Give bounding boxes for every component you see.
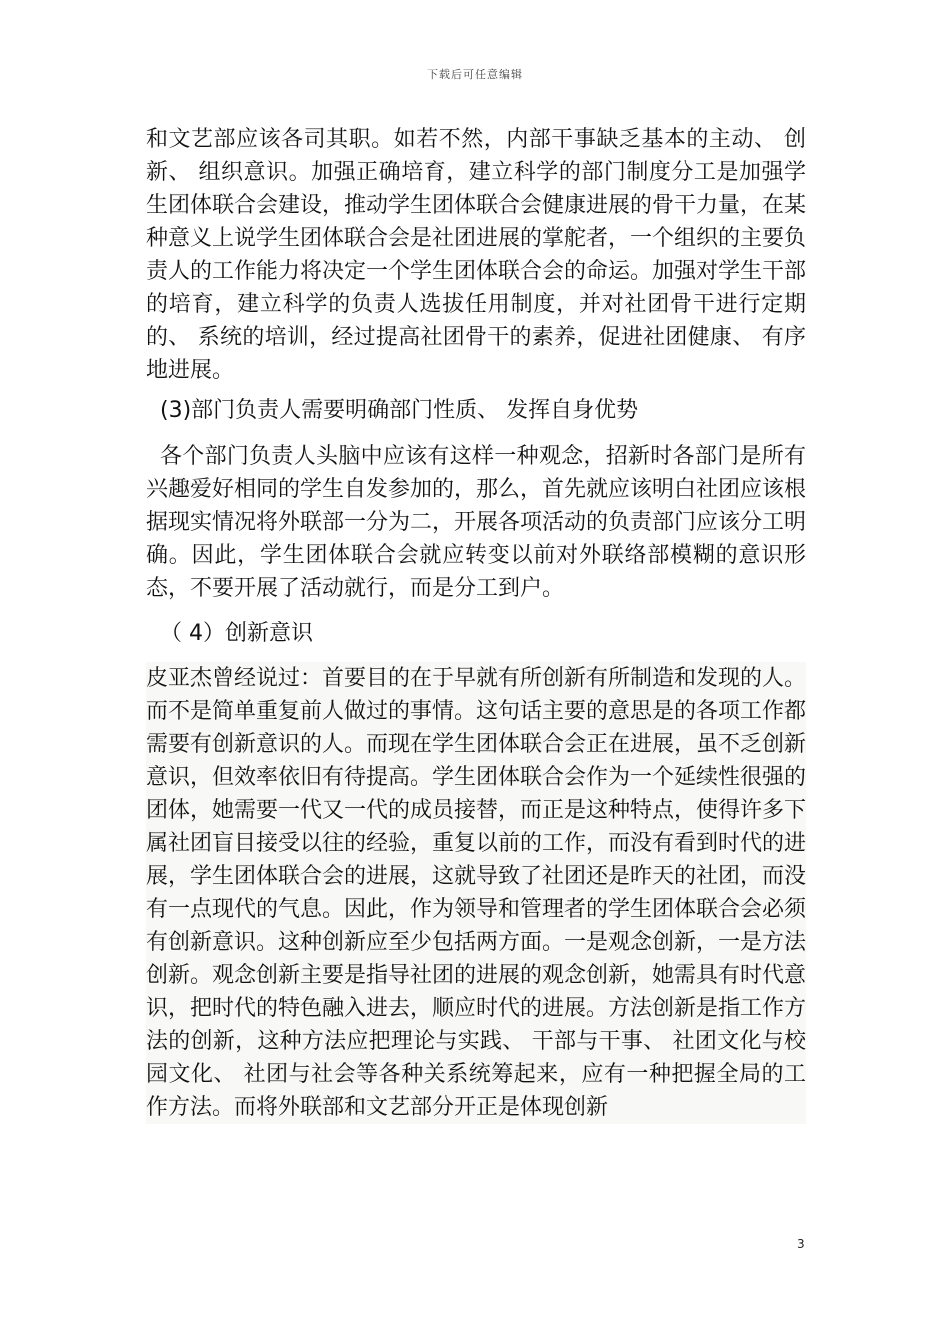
body-paragraph-1: 和文艺部应该各司其职。如若不然，内部干事缺乏基本的主动、 创新、 组织意识。加强正确培育，建立科学的部门制度分工是加强学生团体联合会建设，推动学生团体联合会健康进展的骨干力量，在某种意义上说学生团体联合会是社团进展的掌舵者，一个组织的主要负责人的工作能力将决定一个学生团体联合会的命运。加强对学生干部的培育，建立科学的负责人选拔任用制度，并对社团骨干进行定期的、 系统的培训，经过提高社团骨干的素养，促进社团健康、 有序地进展。 <box>146 127 807 383</box>
page-number: 3 <box>797 1237 805 1251</box>
body-paragraph-2: 各个部门负责人头脑中应该有这样一种观念，招新时各部门是所有兴趣爱好相同的学生自发参加的，那么，首先就应该明白社团应该根据现实情况将外联部一分为二，开展各项活动的负责部门应该分工明确。因此，学生团体联合会就应转变以前对外联络部模糊的意识形态，不要开展了活动就行，而是分工到户。 <box>146 444 807 601</box>
body-paragraph-3: 皮亚杰曾经说过：首要目的在于早就有所创新有所制造和发现的人。而不是简单重复前人做过的事情。这句话主要的意思是的各项工作都需要有创新意识的人。而现在学生团体联合会正在进展，虽不乏创新意识，但效率依旧有待提高。学生团体联合会作为一个延续性很强的团体，她需要一代又一代的成员接替，而正是这种特点，使得许多下属社团盲目接受以往的经验，重复以前的工作，而没有看到时代的进展，学生团体联合会的进展，这就导致了社团还是昨天的社团，而没有一点现代的气息。因此，作为领导和管理者的学生团体联合会必须有创新意识。这种创新应至少包括两方面。一是观念创新，一是方法创新。观念创新主要是指导社团的进展的观念创新，她需具有时代意识，把时代的特色融入进去，顺应时代的进展。方法创新是指工作方法的创新，这种方法应把理论与实践、 干部与干事、 社团文化与校园文化、 社团与社会等各种关系统筹起来，应有一种把握全局的工作方法。而将外联部和文艺部分开正是体现创新 <box>146 662 806 1124</box>
section-heading-4: （ 4）创新意识 <box>160 621 313 646</box>
page-header-note: 下载后可任意编辑 <box>427 68 523 81</box>
section-heading-3: (3)部门负责人需要明确部门性质、 发挥自身优势 <box>160 398 639 423</box>
